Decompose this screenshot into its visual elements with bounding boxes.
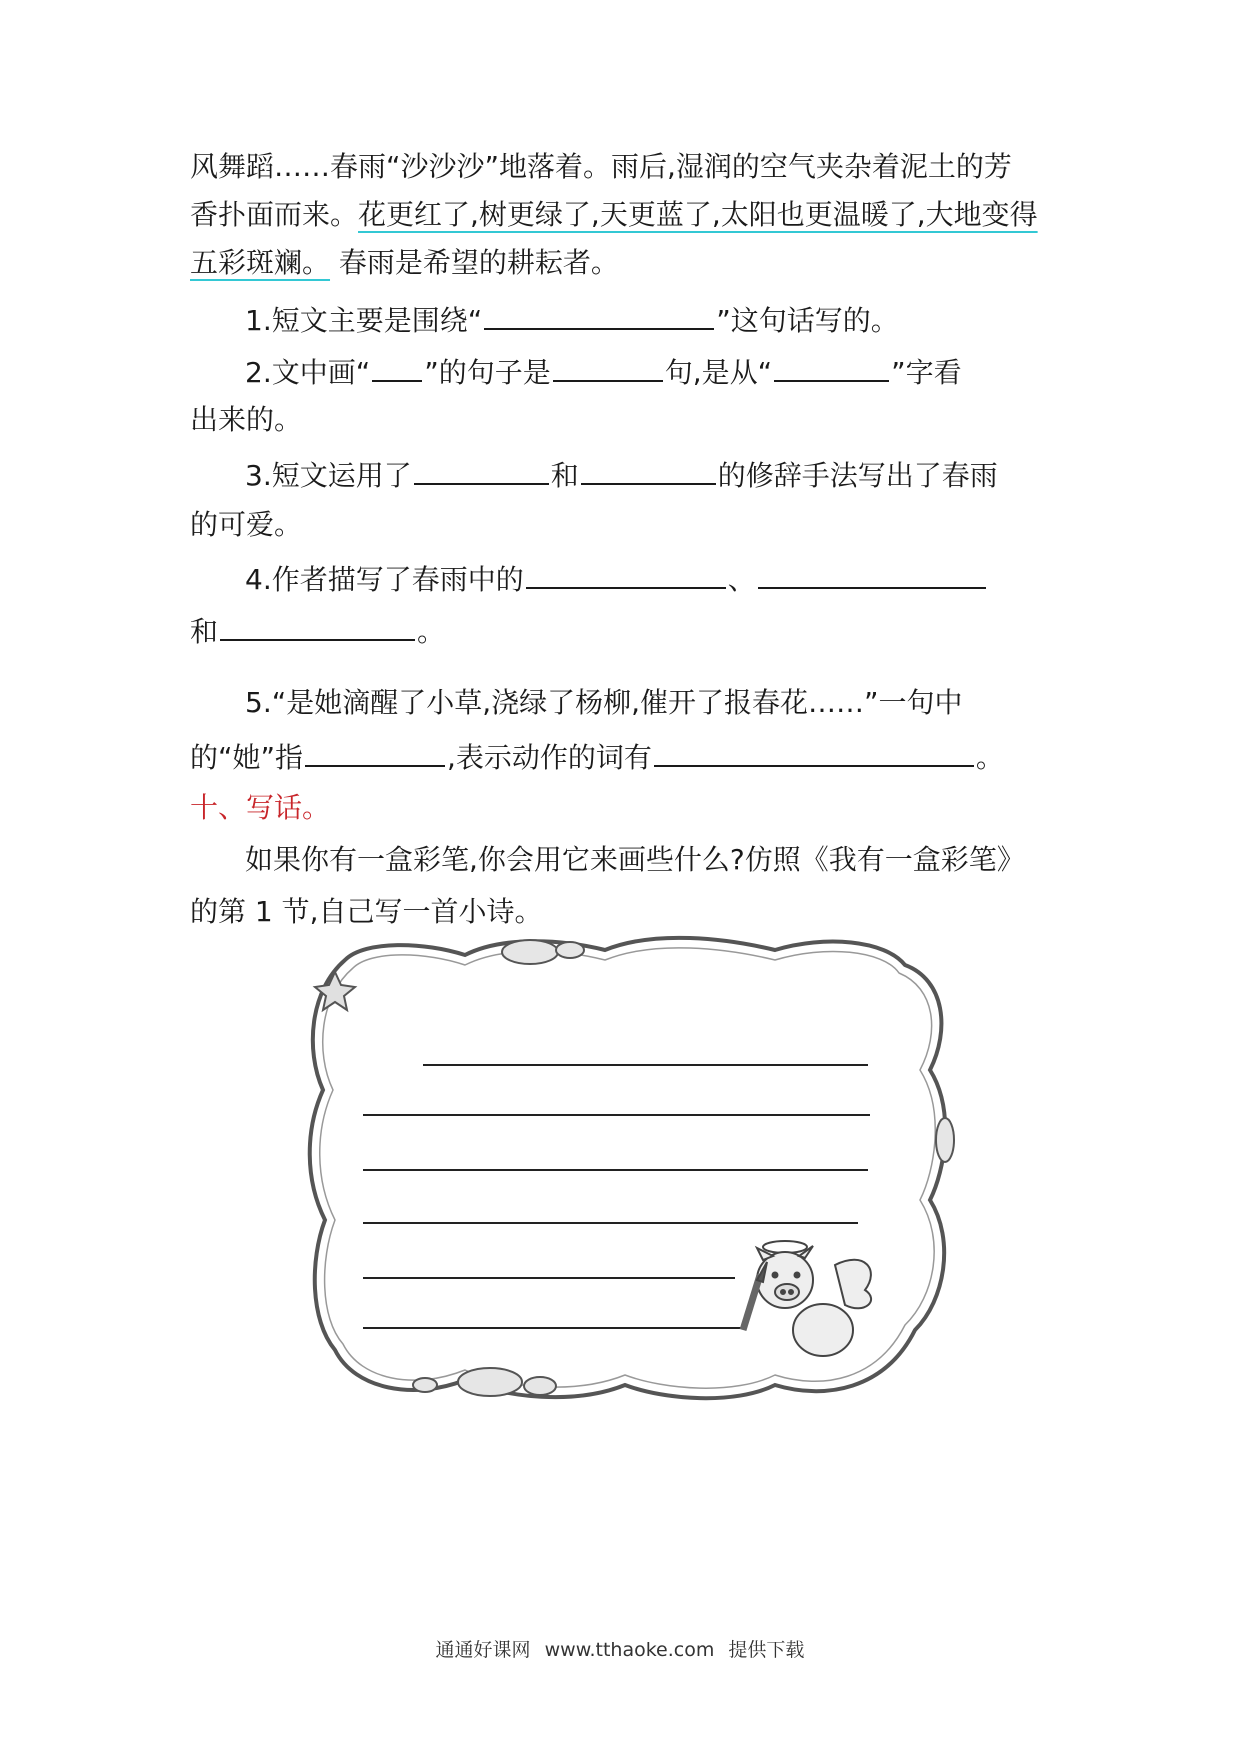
- stone-icon: [502, 940, 558, 964]
- question-4: [245, 557, 1060, 600]
- underlined-sentence-end: 五彩斑斓。: [190, 246, 331, 279]
- question-text: 和: [550, 459, 579, 492]
- question-text: 1.短文主要是围绕“: [245, 304, 483, 337]
- answer-blank[interactable]: [758, 557, 986, 589]
- question-text: ”字看: [891, 356, 962, 389]
- answer-blank[interactable]: [581, 453, 716, 485]
- footer-url[interactable]: www.tthaoke.com: [544, 1639, 715, 1661]
- footer-suffix: 提供下载: [728, 1639, 805, 1661]
- question-text: 和: [190, 615, 219, 648]
- question-3-cont: 的可爱。: [190, 508, 303, 541]
- answer-blank[interactable]: [553, 350, 663, 382]
- question-text: ”这句话写的。: [716, 304, 899, 337]
- answer-blank[interactable]: [484, 298, 714, 330]
- stone-icon: [458, 1368, 522, 1396]
- question-text: 。: [417, 615, 446, 648]
- question-4-cont: [190, 609, 1060, 652]
- answer-blank[interactable]: [774, 350, 889, 382]
- writing-prompt: 如果你有一盒彩笔,你会用它来画些什么?仿照《我有一盒彩笔》: [245, 843, 1025, 876]
- passage-line-1: 风舞蹈……春雨“沙沙沙”地落着。雨后,湿润的空气夹杂着泥土的芳: [190, 150, 1012, 183]
- answer-blank[interactable]: [654, 735, 974, 767]
- section-heading: 十、写话。: [190, 791, 331, 824]
- answer-blank[interactable]: [305, 735, 445, 767]
- question-text: 、: [727, 563, 756, 596]
- answer-blank[interactable]: [526, 557, 726, 589]
- question-5-cont: [190, 735, 1060, 778]
- writing-frame: [305, 930, 955, 1410]
- question-2-cont: 出来的。: [190, 403, 303, 436]
- passage-text: 香扑面而来。: [190, 198, 359, 231]
- question-text: 的修辞手法写出了春雨: [717, 459, 998, 492]
- question-2: [245, 350, 1060, 393]
- writing-prompt-cont: 的第 1 节,自己写一首小诗。: [190, 895, 543, 928]
- question-text: 2.文中画“: [245, 356, 371, 389]
- answer-blank[interactable]: [414, 453, 549, 485]
- question-text: 4.作者描写了春雨中的: [245, 563, 524, 596]
- question-text: 3.短文运用了: [245, 459, 412, 492]
- passage-line-3: [190, 243, 1060, 283]
- question-text: 句,是从“: [664, 356, 773, 389]
- question-text: ”的句子是: [424, 356, 551, 389]
- underline-sample: [372, 350, 422, 382]
- question-text: 。: [975, 741, 1004, 774]
- question-text: ,表示动作的词有: [447, 741, 652, 774]
- footer: [0, 1635, 1240, 1662]
- question-3: [245, 453, 1060, 496]
- question-1: [245, 298, 1060, 341]
- question-5: 5.“是她滴醒了小草,浇绿了杨柳,催开了报春花……”一句中: [245, 686, 963, 719]
- passage-text: 春雨是希望的耕耘者。: [338, 246, 619, 279]
- question-text: 的“她”指: [190, 741, 304, 774]
- underlined-sentence: 花更红了,树更绿了,天更蓝了,太阳也更温暖了,大地变得: [358, 198, 1038, 231]
- passage-line-2: [190, 195, 1060, 235]
- footer-site: 通通好课网: [435, 1639, 531, 1661]
- answer-blank[interactable]: [220, 609, 415, 641]
